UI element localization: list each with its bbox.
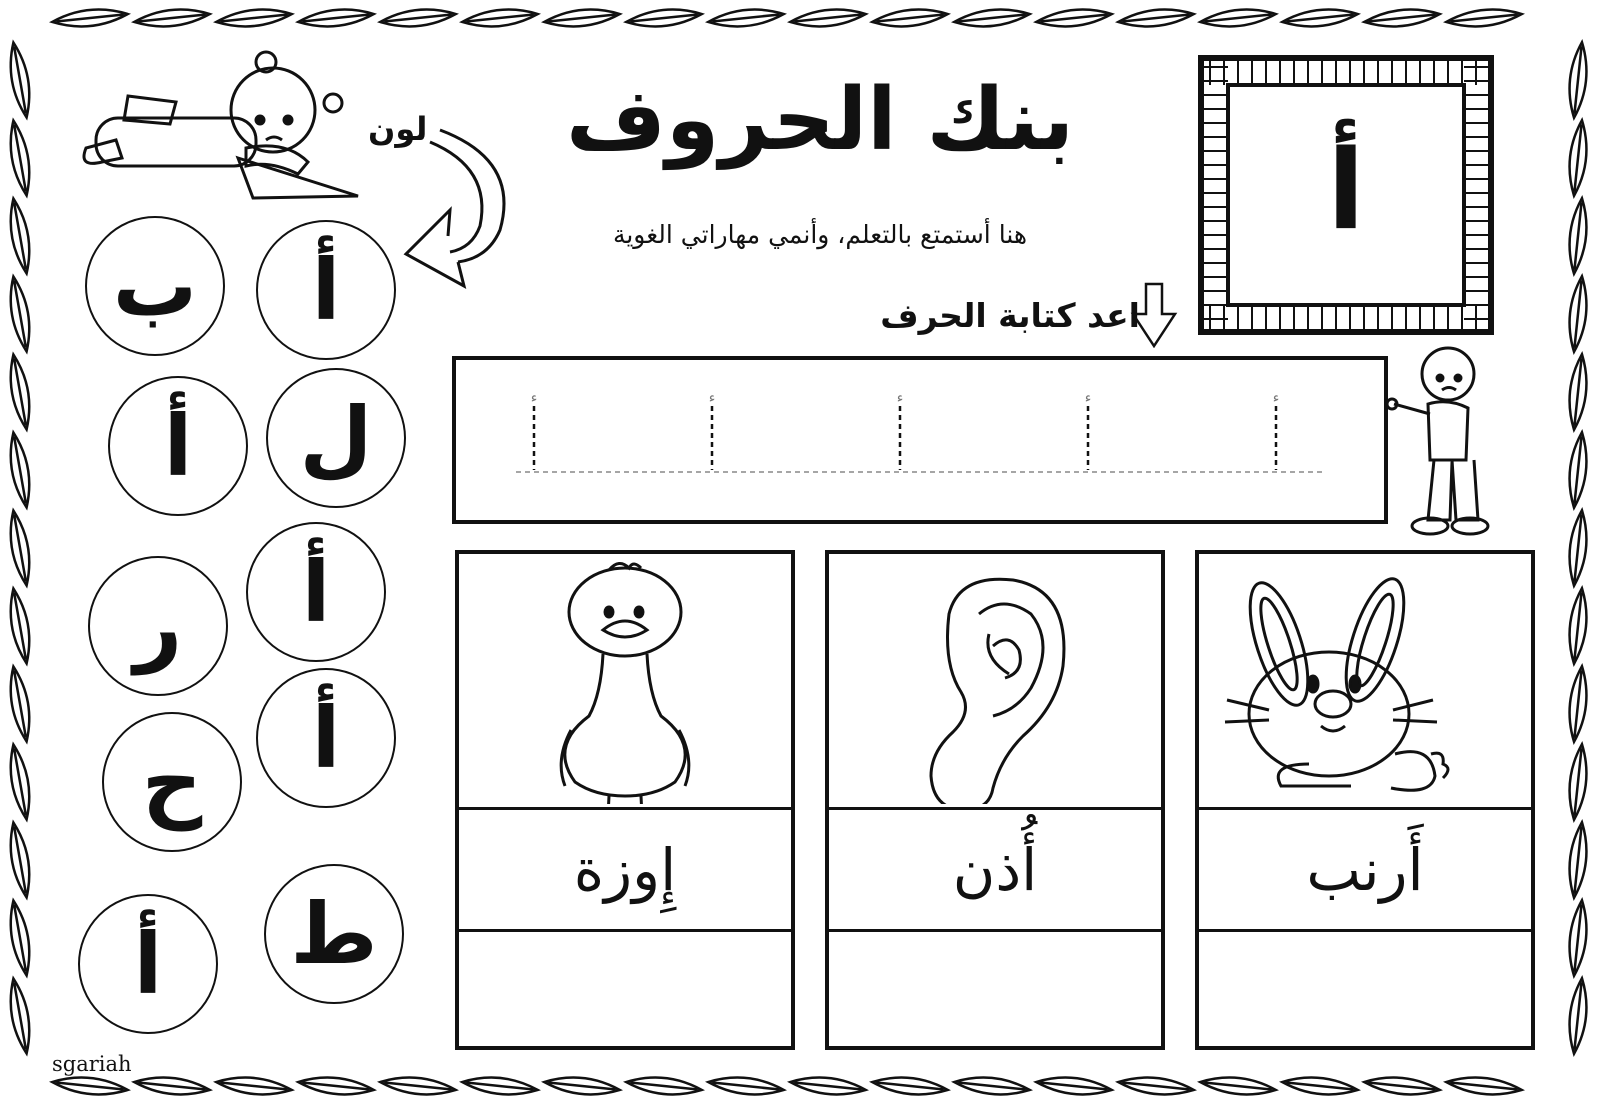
- leaf-icon: [379, 6, 456, 30]
- leaf-icon: [1566, 41, 1590, 118]
- trace-letter-hamza: ء: [1272, 390, 1280, 406]
- leaf-icon: [133, 1074, 210, 1098]
- boy-pointing-icon: [1386, 340, 1496, 540]
- card-word: أَرنب: [1199, 810, 1531, 932]
- circle-letter: ل: [299, 389, 373, 487]
- leaf-icon: [51, 1074, 128, 1098]
- girl-drawing-icon: [78, 48, 368, 208]
- color-circle[interactable]: [102, 712, 242, 852]
- leaf-icon: [953, 6, 1030, 30]
- leaf-icon: [871, 1074, 948, 1098]
- color-circle[interactable]: [88, 556, 228, 696]
- leaf-icon: [379, 1074, 456, 1098]
- leaf-icon: [789, 1074, 866, 1098]
- circle-letter: أ: [311, 241, 341, 339]
- leaf-icon: [1566, 509, 1590, 586]
- featured-letter: أ: [1327, 126, 1365, 254]
- circle-letter: ر: [133, 577, 183, 675]
- leaf-icon: [1281, 1074, 1358, 1098]
- card-write-space[interactable]: [829, 932, 1161, 1046]
- color-instruction: لون: [368, 110, 428, 148]
- card-write-space[interactable]: [459, 932, 791, 1046]
- color-circle[interactable]: [264, 864, 404, 1004]
- leaf-icon: [1117, 1074, 1194, 1098]
- circle-letter: أ: [301, 543, 331, 641]
- word-card-rabbit: [1195, 550, 1535, 1050]
- leaf-icon: [1445, 1074, 1522, 1098]
- card-picture: [459, 554, 791, 810]
- leaf-icon: [789, 6, 866, 30]
- leaf-icon: [6, 197, 35, 275]
- leaf-icon: [6, 587, 35, 665]
- leaf-icon: [1566, 587, 1590, 664]
- word-card-ear: [825, 550, 1165, 1050]
- trace-letter-hamza: ء: [896, 390, 904, 406]
- curved-arrow-icon: [400, 120, 515, 290]
- tracing-area[interactable]: [452, 356, 1388, 524]
- credit: sgariah: [52, 1052, 132, 1076]
- leaf-icon: [6, 119, 35, 197]
- color-circle[interactable]: [256, 220, 396, 360]
- leaf-icon: [6, 353, 35, 431]
- color-circle[interactable]: [246, 522, 386, 662]
- leaf-icon: [6, 509, 35, 587]
- color-circle[interactable]: [256, 668, 396, 808]
- leaf-icon: [1445, 6, 1522, 30]
- leaf-icon: [1199, 1074, 1276, 1098]
- leaf-icon: [6, 743, 35, 821]
- leaf-icon: [1363, 1074, 1440, 1098]
- down-arrow-icon: [1130, 282, 1178, 348]
- leaf-icon: [6, 899, 35, 977]
- card-word: أُذن: [829, 810, 1161, 932]
- leaf-icon: [1199, 6, 1276, 30]
- leaf-icon: [6, 431, 35, 509]
- color-circle[interactable]: [108, 376, 248, 516]
- card-write-space[interactable]: [1199, 932, 1531, 1046]
- card-word: إِوزة: [459, 810, 791, 932]
- color-circle[interactable]: [85, 216, 225, 356]
- featured-letter-frame: [1198, 55, 1494, 335]
- rewrite-instruction: اعد كتابة الحرف: [880, 296, 1140, 335]
- leaf-icon: [6, 821, 35, 899]
- leaf-icon: [1566, 431, 1590, 508]
- leaf-icon: [6, 665, 35, 743]
- circle-letter: أ: [163, 397, 193, 495]
- leaf-icon: [461, 6, 538, 30]
- leaf-icon: [543, 1074, 620, 1098]
- leaf-icon: [1363, 6, 1440, 30]
- leaf-icon: [1035, 1074, 1112, 1098]
- color-circle[interactable]: [78, 894, 218, 1034]
- leaf-icon: [543, 6, 620, 30]
- leaf-icon: [297, 6, 374, 30]
- trace-letter-hamza: ء: [530, 390, 538, 406]
- leaf-icon: [625, 1074, 702, 1098]
- leaf-icon: [953, 1074, 1030, 1098]
- trace-letter-hamza: ء: [708, 390, 716, 406]
- leaf-icon: [1035, 6, 1112, 30]
- leaf-icon: [51, 6, 128, 30]
- leaf-icon: [1566, 353, 1590, 430]
- leaf-icon: [625, 6, 702, 30]
- leaf-icon: [133, 6, 210, 30]
- leaf-icon: [215, 6, 292, 30]
- color-circle[interactable]: [266, 368, 406, 508]
- circle-letter: ب: [112, 237, 198, 335]
- duck-icon: [459, 554, 791, 804]
- leaf-icon: [461, 1074, 538, 1098]
- leaf-icon: [1566, 743, 1590, 820]
- leaf-icon: [707, 1074, 784, 1098]
- circle-letter: أ: [311, 689, 341, 787]
- leaf-icon: [6, 275, 35, 353]
- leaf-icon: [1566, 665, 1590, 742]
- card-picture: [829, 554, 1161, 810]
- leaf-icon: [6, 41, 35, 119]
- leaf-icon: [1566, 821, 1590, 898]
- leaf-icon: [6, 977, 35, 1055]
- leaf-icon: [1566, 119, 1590, 196]
- leaf-icon: [1566, 275, 1590, 352]
- leaf-icon: [1566, 197, 1590, 274]
- trace-letter-hamza: ء: [1084, 390, 1092, 406]
- leaf-icon: [1281, 6, 1358, 30]
- leaf-icon: [871, 6, 948, 30]
- leaf-icon: [215, 1074, 292, 1098]
- leaf-icon: [1566, 977, 1590, 1054]
- word-card-duck: [455, 550, 795, 1050]
- ear-icon: [829, 554, 1161, 804]
- leaf-icon: [707, 6, 784, 30]
- circle-letter: ح: [141, 733, 203, 831]
- rabbit-icon: [1199, 554, 1531, 804]
- leaf-icon: [297, 1074, 374, 1098]
- circle-letter: ط: [290, 885, 378, 983]
- page-title: بنك الحروف: [565, 70, 1075, 170]
- leaf-icon: [1117, 6, 1194, 30]
- leaf-icon: [1566, 899, 1590, 976]
- circle-letter: أ: [133, 915, 163, 1013]
- card-picture: [1199, 554, 1531, 810]
- page-subtitle: هنا أستمتع بالتعلم، وأنمي مهاراتي الغوية: [612, 220, 1028, 249]
